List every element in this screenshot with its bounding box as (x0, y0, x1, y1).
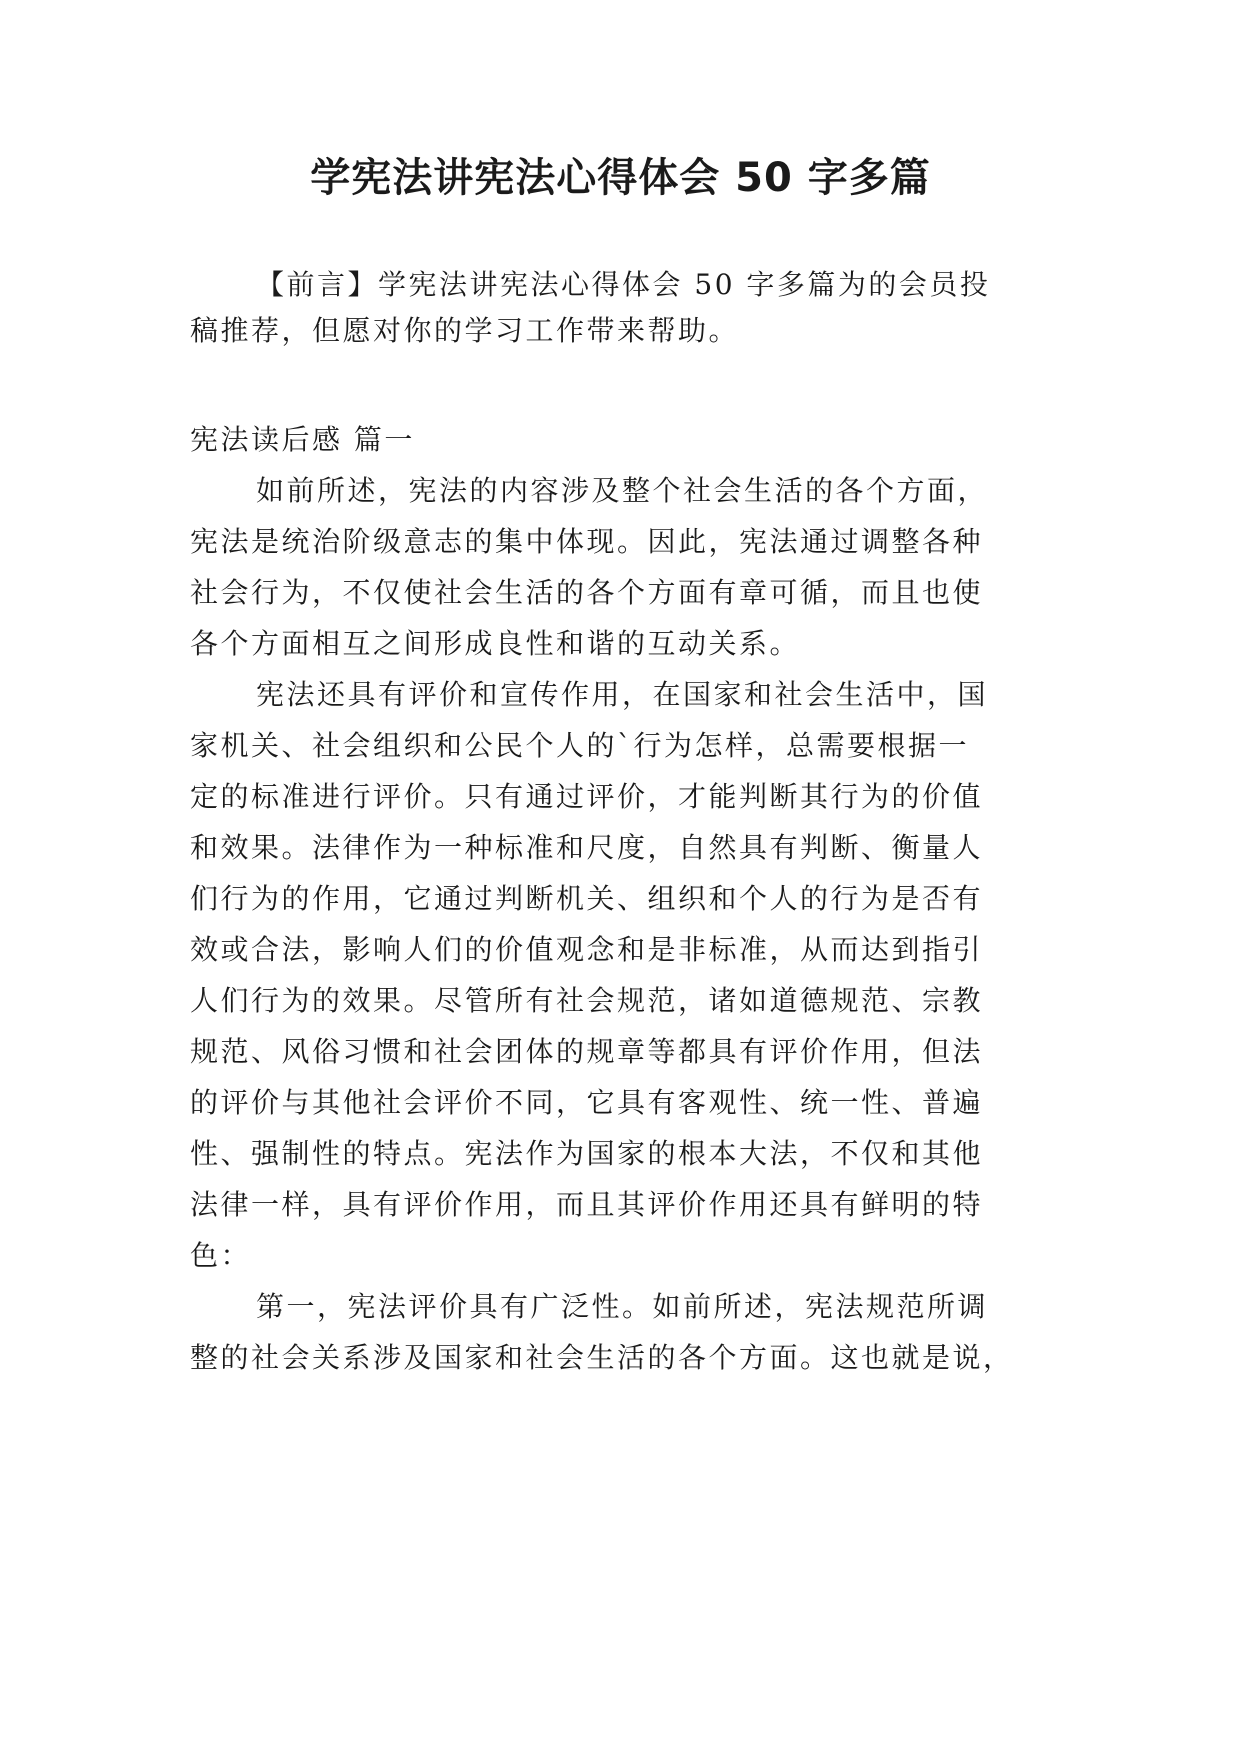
paragraph-line: 社会行为，不仅使社会生活的各个方面有章可循，而且也使 (190, 576, 984, 609)
paragraph-line: 人们行为的效果。尽管所有社会规范，诸如道德规范、宗教 (190, 984, 984, 1017)
paragraph-line: 色： (190, 1239, 252, 1272)
paragraph-line: 定的标准进行评价。只有通过评价，才能判断其行为的价值 (190, 780, 984, 813)
paragraph-line: 整的社会关系涉及国家和社会生活的各个方面。这也就是说， (190, 1341, 1014, 1374)
preface-line: 稿推荐，但愿对你的学习工作带来帮助。 (190, 314, 740, 347)
paragraph-line: 宪法还具有评价和宣传作用，在国家和社会生活中，国 (256, 678, 989, 711)
paragraph-line: 第一，宪法评价具有广泛性。如前所述，宪法规范所调 (256, 1290, 989, 1323)
paragraph-line: 各个方面相互之间形成良性和谐的互动关系。 (190, 627, 801, 660)
paragraph-line: 们行为的作用，它通过判断机关、组织和个人的行为是否有 (190, 882, 984, 915)
paragraph-line: 如前所述，宪法的内容涉及整个社会生活的各个方面， (256, 474, 989, 507)
preface-line: 【前言】学宪法讲宪法心得体会 50 字多篇为的会员投 (256, 268, 991, 301)
paragraph-line: 规范、风俗习惯和社会团体的规章等都具有评价作用，但法 (190, 1035, 984, 1068)
paragraph-line: 和效果。法律作为一种标准和尺度，自然具有判断、衡量人 (190, 831, 984, 864)
paragraph-line: 宪法是统治阶级意志的集中体现。因此，宪法通过调整各种 (190, 525, 984, 558)
paragraph-line: 家机关、社会组织和公民个人的`行为怎样，总需要根据一 (190, 729, 970, 762)
section-heading: 宪法读后感 篇一 (190, 423, 415, 456)
paragraph-line: 的评价与其他社会评价不同，它具有客观性、统一性、普遍 (190, 1086, 984, 1119)
paragraph-line: 法律一样，具有评价作用，而且其评价作用还具有鲜明的特 (190, 1188, 984, 1221)
paragraph-line: 性、强制性的特点。宪法作为国家的根本大法，不仅和其他 (190, 1137, 984, 1170)
document-title: 学宪法讲宪法心得体会 50 字多篇 (310, 155, 931, 201)
paragraph-line: 效或合法，影响人们的价值观念和是非标准，从而达到指引 (190, 933, 984, 966)
